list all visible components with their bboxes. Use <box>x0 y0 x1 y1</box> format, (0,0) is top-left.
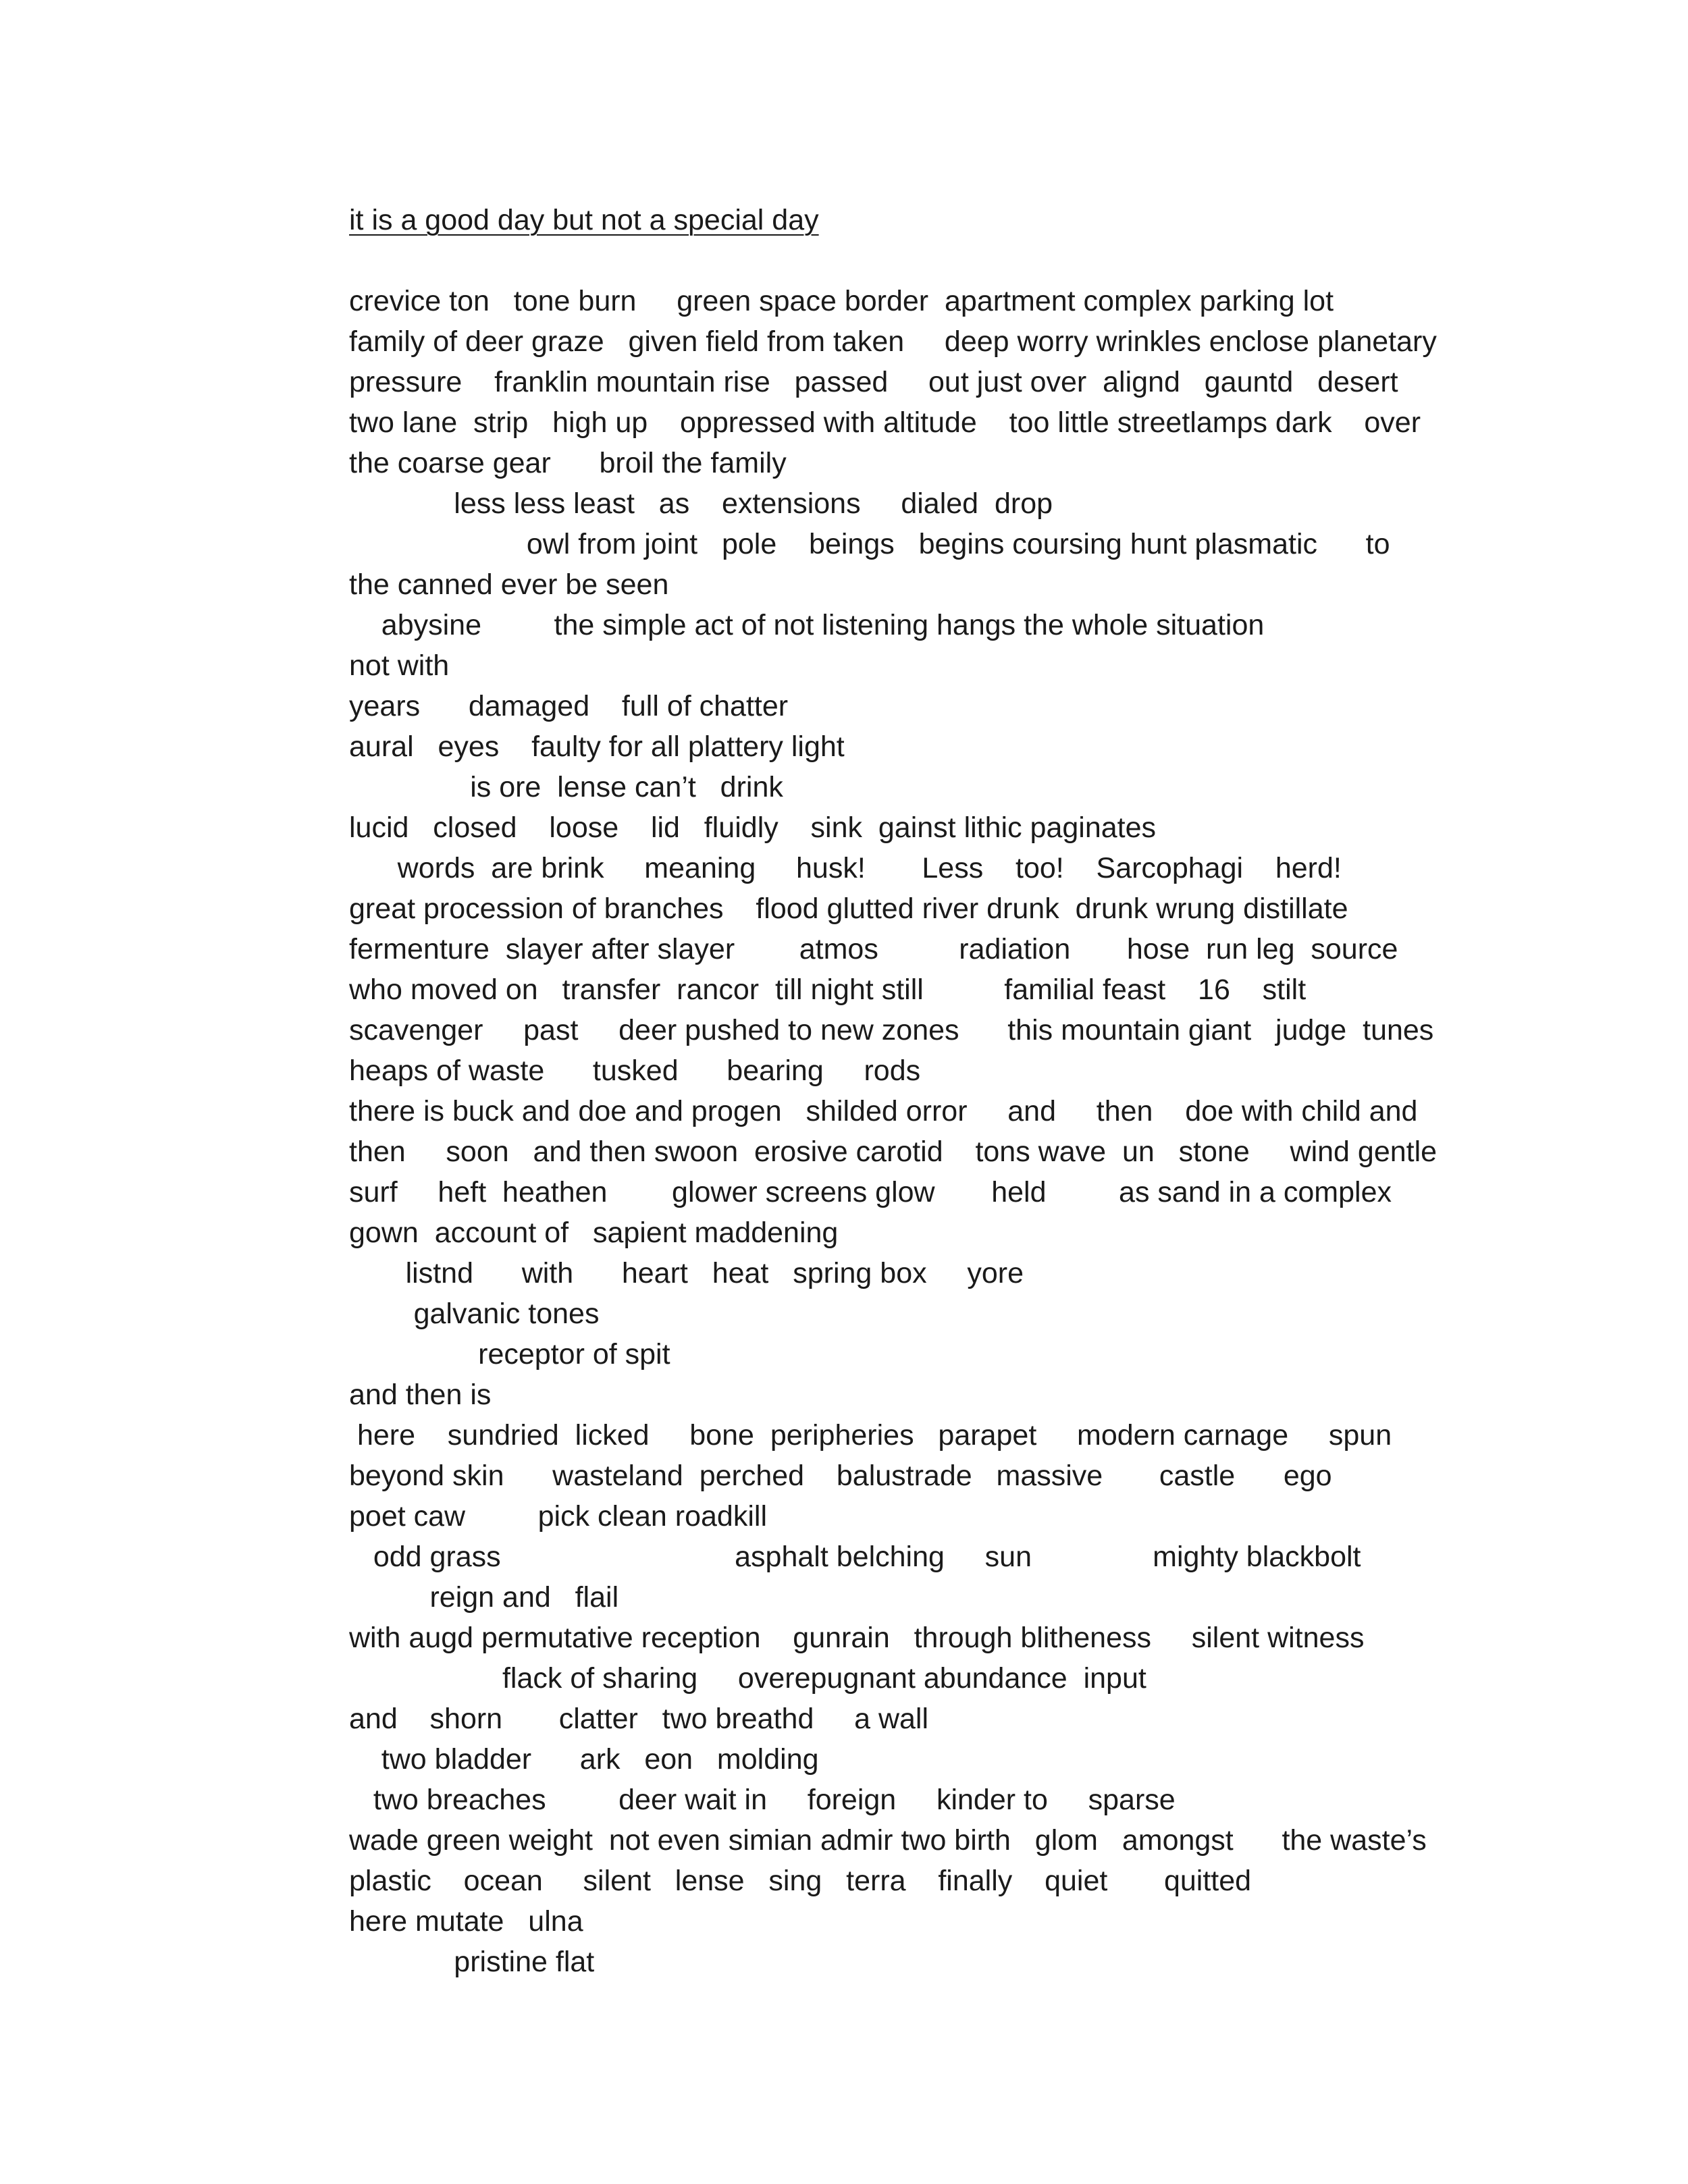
poem-line: galvanic tones <box>349 1298 600 1330</box>
poem-line: and shorn clatter two breathd a wall <box>349 1703 929 1735</box>
poem-line: fermenture slayer after slayer atmos radiation hose run leg source <box>349 933 1398 965</box>
title-spacer <box>349 240 1578 281</box>
poem-line: with augd permutative reception gunrain through blitheness silent witness <box>349 1622 1365 1654</box>
poem-line: then soon and then swoon erosive carotid tons wave un stone wind gentle <box>349 1136 1438 1168</box>
poem-line: crevice ton tone burn green space border apartment complex parking lot <box>349 285 1334 317</box>
poem-title: it is a good day but not a special day <box>349 204 819 236</box>
poem-line: beyond skin wasteland perched balustrade massive castle ego <box>349 1460 1332 1492</box>
poem-line: two bladder ark eon molding <box>349 1743 819 1776</box>
poem-line: heaps of waste tusked bearing rods <box>349 1055 921 1087</box>
poem-line: plastic ocean silent lense sing terra finally quiet quitted <box>349 1865 1252 1897</box>
poem-line: lucid closed loose lid fluidly sink gainst lithic paginates <box>349 811 1157 844</box>
poem-line: words are brink meaning husk! Less too! Sarcophagi herd! <box>349 852 1342 884</box>
poem-line: gown account of sapient maddening <box>349 1217 839 1249</box>
poem-line: who moved on transfer rancor till night still familial feast 16 stilt <box>349 974 1307 1006</box>
poem-line: odd grass asphalt belching sun mighty blackbolt <box>349 1541 1361 1573</box>
poem-line: great procession of branches flood glutted river drunk drunk wrung distillate <box>349 893 1348 925</box>
poem-line: reign and flail <box>349 1581 619 1614</box>
poem-line: the coarse gear broil the family <box>349 447 787 479</box>
poem-line: two lane strip high up oppressed with altitude too little streetlamps dark over <box>349 406 1421 439</box>
poem-line: years damaged full of chatter <box>349 690 789 722</box>
poem-line: abysine the simple act of not listening hangs the whole situation <box>349 609 1265 641</box>
poem-line: scavenger past deer pushed to new zones this mountain giant judge tunes <box>349 1014 1434 1046</box>
poem-line: here sundried licked bone peripheries parapet modern carnage spun <box>349 1419 1392 1451</box>
poem-line: is ore lense can’t drink <box>349 771 783 803</box>
poem-body <box>349 200 1578 1982</box>
poem-line: less less least as extensions dialed drop <box>349 487 1053 520</box>
poem-line: here mutate ulna <box>349 1905 583 1938</box>
poem-line: poet caw pick clean roadkill <box>349 1500 768 1533</box>
poem-line: two breaches deer wait in foreign kinder to sparse <box>349 1784 1176 1816</box>
poem-line: not with <box>349 649 450 682</box>
poem-line: flack of sharing overepugnant abundance input <box>349 1662 1146 1695</box>
poem-line: the canned ever be seen <box>349 568 669 601</box>
poem-line: aural eyes faulty for all plattery light <box>349 730 845 763</box>
poem-line: pristine flat <box>349 1946 595 1978</box>
poem-line: owl from joint pole beings begins coursing hunt plasmatic to <box>349 528 1390 560</box>
poem-line: there is buck and doe and progen shilded orror and then doe with child and <box>349 1095 1418 1127</box>
poem-lines <box>349 281 1578 1982</box>
poem-line: family of deer graze given field from taken deep worry wrinkles enclose planetary <box>349 325 1437 358</box>
poem-line: and then is <box>349 1379 492 1411</box>
poem-line: receptor of spit <box>349 1338 670 1370</box>
poem-line: surf heft heathen glower screens glow held as sand in a complex <box>349 1176 1392 1208</box>
poem-line: pressure franklin mountain rise passed out just over alignd gauntd desert <box>349 366 1398 398</box>
poem-line: wade green weight not even simian admir two birth glom amongst the waste’s <box>349 1824 1427 1857</box>
poem-line: listnd with heart heat spring box yore <box>349 1257 1024 1289</box>
